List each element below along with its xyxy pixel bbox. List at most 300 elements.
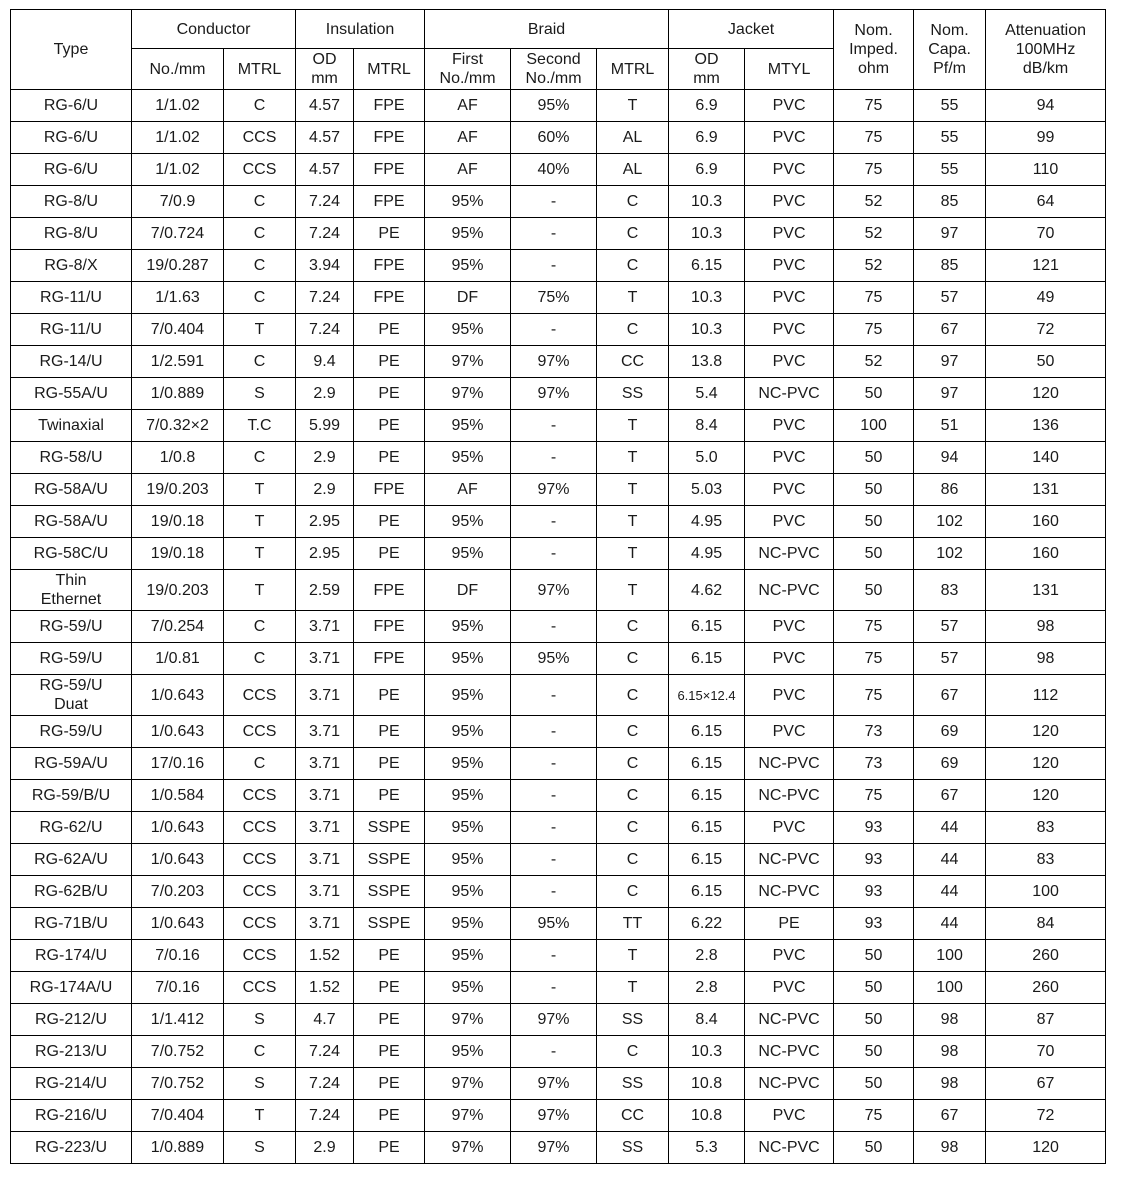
cell-braid-mtrl: SS [597, 1132, 669, 1164]
header-capacitance: Nom. Capa. Pf/m [914, 10, 986, 90]
cell-conductor-mtrl: T [224, 314, 296, 346]
cell-jacket-od: 10.3 [669, 186, 745, 218]
cell-braid-first: 95% [425, 876, 511, 908]
cell-type: RG-6/U [11, 122, 132, 154]
cell-conductor-mtrl: CCS [224, 940, 296, 972]
cell-conductor-mtrl: CCS [224, 780, 296, 812]
table-row [11, 876, 1106, 908]
header-jacket: Jacket [669, 10, 834, 49]
cell-braid-second: - [511, 314, 597, 346]
cell-jacket-od: 10.3 [669, 282, 745, 314]
cell-jacket-od: 6.15 [669, 250, 745, 282]
cell-impedance: 50 [834, 442, 914, 474]
cell-conductor-mtrl: T [224, 506, 296, 538]
cell-conductor-mtrl: CCS [224, 812, 296, 844]
cell-impedance: 75 [834, 314, 914, 346]
table-row [11, 812, 1106, 844]
cell-insulation-mtrl: PE [354, 1036, 425, 1068]
cell-insulation-mtrl: PE [354, 506, 425, 538]
cell-attenuation: 98 [986, 643, 1106, 675]
cell-braid-mtrl: T [597, 442, 669, 474]
cell-braid-mtrl: SS [597, 1004, 669, 1036]
cell-insulation-mtrl: FPE [354, 282, 425, 314]
cell-jacket-mtyl: PVC [745, 812, 834, 844]
cell-insulation-mtrl: SSPE [354, 908, 425, 940]
cell-conductor-mtrl: C [224, 282, 296, 314]
cell-capacitance: 67 [914, 675, 986, 716]
cell-attenuation: 110 [986, 154, 1106, 186]
table-row [11, 844, 1106, 876]
cell-jacket-od: 6.15 [669, 643, 745, 675]
cell-conductor-no: 7/0.404 [132, 314, 224, 346]
cell-braid-second: 97% [511, 378, 597, 410]
header-braid: Braid [425, 10, 669, 49]
cell-impedance: 93 [834, 844, 914, 876]
cell-insulation-mtrl: PE [354, 940, 425, 972]
cell-impedance: 50 [834, 1132, 914, 1164]
cell-insulation-mtrl: PE [354, 780, 425, 812]
cell-conductor-no: 7/0.32×2 [132, 410, 224, 442]
cell-attenuation: 84 [986, 908, 1106, 940]
cell-capacitance: 69 [914, 748, 986, 780]
table-row [11, 474, 1106, 506]
cell-braid-second: - [511, 675, 597, 716]
cell-conductor-mtrl: T [224, 474, 296, 506]
table-row [11, 675, 1106, 716]
cell-jacket-od: 5.3 [669, 1132, 745, 1164]
cell-impedance: 50 [834, 1036, 914, 1068]
cell-capacitance: 102 [914, 506, 986, 538]
cell-conductor-no: 7/0.203 [132, 876, 224, 908]
cell-insulation-mtrl: SSPE [354, 876, 425, 908]
cell-jacket-od: 10.8 [669, 1100, 745, 1132]
cell-conductor-mtrl: C [224, 250, 296, 282]
subheader-braid-first: First No./mm [425, 49, 511, 90]
cell-insulation-mtrl: PE [354, 1004, 425, 1036]
cell-braid-mtrl: C [597, 844, 669, 876]
cell-braid-first: 95% [425, 538, 511, 570]
table-row [11, 218, 1106, 250]
cell-jacket-mtyl: PVC [745, 250, 834, 282]
cell-jacket-od: 2.8 [669, 940, 745, 972]
table-row [11, 972, 1106, 1004]
cell-insulation-mtrl: FPE [354, 90, 425, 122]
cell-braid-second: - [511, 611, 597, 643]
cell-conductor-mtrl: C [224, 346, 296, 378]
cell-jacket-od: 4.95 [669, 506, 745, 538]
cell-conductor-mtrl: CCS [224, 675, 296, 716]
cell-capacitance: 67 [914, 780, 986, 812]
cell-jacket-mtyl: NC-PVC [745, 1004, 834, 1036]
cell-capacitance: 67 [914, 314, 986, 346]
cell-braid-first: 95% [425, 812, 511, 844]
subheader-jacket-mtyl: MTYL [745, 49, 834, 90]
cell-insulation-od: 7.24 [296, 282, 354, 314]
cell-insulation-od: 4.57 [296, 122, 354, 154]
cell-jacket-od: 6.9 [669, 122, 745, 154]
cell-type: RG-58A/U [11, 506, 132, 538]
cell-type: RG-14/U [11, 346, 132, 378]
cell-conductor-no: 1/2.591 [132, 346, 224, 378]
cell-jacket-mtyl: NC-PVC [745, 1068, 834, 1100]
cell-braid-mtrl: T [597, 538, 669, 570]
table-row [11, 122, 1106, 154]
cell-impedance: 75 [834, 643, 914, 675]
cell-insulation-mtrl: FPE [354, 474, 425, 506]
cell-type: RG-59/U [11, 611, 132, 643]
cell-impedance: 50 [834, 474, 914, 506]
table-row [11, 442, 1106, 474]
table-row [11, 250, 1106, 282]
cell-braid-second: 75% [511, 282, 597, 314]
cell-jacket-od: 6.9 [669, 154, 745, 186]
subheader-braid-second: Second No./mm [511, 49, 597, 90]
table-row [11, 186, 1106, 218]
cell-jacket-mtyl: PE [745, 908, 834, 940]
table-row [11, 538, 1106, 570]
cell-braid-first: 95% [425, 1036, 511, 1068]
cell-type: RG-11/U [11, 314, 132, 346]
table-row [11, 506, 1106, 538]
cell-braid-first: 95% [425, 250, 511, 282]
cell-braid-first: AF [425, 122, 511, 154]
cell-braid-first: 97% [425, 346, 511, 378]
cell-conductor-no: 1/1.02 [132, 122, 224, 154]
cell-conductor-no: 7/0.254 [132, 611, 224, 643]
cell-impedance: 75 [834, 90, 914, 122]
cell-insulation-mtrl: SSPE [354, 844, 425, 876]
cell-braid-second: 60% [511, 122, 597, 154]
cell-jacket-od: 10.3 [669, 218, 745, 250]
cell-conductor-no: 1/0.889 [132, 1132, 224, 1164]
table-row [11, 908, 1106, 940]
cell-type: RG-8/U [11, 186, 132, 218]
cell-insulation-mtrl: PE [354, 748, 425, 780]
cell-braid-second: 95% [511, 643, 597, 675]
cell-braid-mtrl: C [597, 611, 669, 643]
cell-conductor-mtrl: T.C [224, 410, 296, 442]
cell-impedance: 50 [834, 570, 914, 611]
cell-conductor-no: 1/0.643 [132, 675, 224, 716]
cell-insulation-od: 3.71 [296, 908, 354, 940]
cell-insulation-mtrl: FPE [354, 570, 425, 611]
cell-conductor-mtrl: CCS [224, 844, 296, 876]
cell-jacket-mtyl: PVC [745, 186, 834, 218]
cell-braid-mtrl: T [597, 474, 669, 506]
cell-impedance: 50 [834, 378, 914, 410]
cell-braid-mtrl: T [597, 570, 669, 611]
cell-braid-second: - [511, 410, 597, 442]
cell-capacitance: 44 [914, 876, 986, 908]
cell-type: RG-59/U Duat [11, 675, 132, 716]
table-row [11, 611, 1106, 643]
cell-jacket-od: 5.03 [669, 474, 745, 506]
cell-jacket-mtyl: PVC [745, 611, 834, 643]
cell-insulation-mtrl: PE [354, 442, 425, 474]
cell-conductor-mtrl: C [224, 90, 296, 122]
cell-jacket-od: 4.62 [669, 570, 745, 611]
subheader-conductor-no: No./mm [132, 49, 224, 90]
cell-type: Twinaxial [11, 410, 132, 442]
cell-conductor-mtrl: CCS [224, 716, 296, 748]
cell-jacket-mtyl: PVC [745, 218, 834, 250]
cell-type: Thin Ethernet [11, 570, 132, 611]
cell-capacitance: 57 [914, 282, 986, 314]
cell-jacket-mtyl: NC-PVC [745, 538, 834, 570]
cell-impedance: 52 [834, 218, 914, 250]
cell-type: RG-8/X [11, 250, 132, 282]
cell-conductor-no: 1/0.889 [132, 378, 224, 410]
cell-attenuation: 136 [986, 410, 1106, 442]
cell-insulation-od: 4.7 [296, 1004, 354, 1036]
cell-conductor-no: 1/0.8 [132, 442, 224, 474]
cell-capacitance: 44 [914, 844, 986, 876]
cell-impedance: 50 [834, 972, 914, 1004]
cell-jacket-mtyl: NC-PVC [745, 570, 834, 611]
cell-impedance: 52 [834, 250, 914, 282]
cell-insulation-od: 7.24 [296, 1068, 354, 1100]
cell-braid-first: DF [425, 282, 511, 314]
cell-braid-first: 95% [425, 442, 511, 474]
cell-conductor-no: 7/0.16 [132, 972, 224, 1004]
table-body [11, 90, 1106, 1164]
cell-braid-second: - [511, 218, 597, 250]
cell-insulation-od: 3.71 [296, 643, 354, 675]
cell-braid-second: - [511, 1036, 597, 1068]
cell-braid-first: 95% [425, 780, 511, 812]
cell-insulation-od: 3.71 [296, 844, 354, 876]
cell-insulation-od: 1.52 [296, 940, 354, 972]
cell-insulation-od: 4.57 [296, 154, 354, 186]
header-row-groups [11, 10, 1106, 49]
cell-impedance: 50 [834, 506, 914, 538]
table-row [11, 570, 1106, 611]
cell-type: RG-174/U [11, 940, 132, 972]
cell-insulation-mtrl: PE [354, 716, 425, 748]
cell-impedance: 75 [834, 780, 914, 812]
cell-insulation-od: 2.9 [296, 442, 354, 474]
cell-conductor-mtrl: S [224, 1068, 296, 1100]
cell-capacitance: 55 [914, 154, 986, 186]
cell-conductor-mtrl: CCS [224, 972, 296, 1004]
cell-conductor-no: 17/0.16 [132, 748, 224, 780]
cell-insulation-od: 2.95 [296, 506, 354, 538]
cell-jacket-mtyl: PVC [745, 506, 834, 538]
cell-attenuation: 160 [986, 538, 1106, 570]
cell-type: RG-11/U [11, 282, 132, 314]
cell-attenuation: 260 [986, 972, 1106, 1004]
cell-braid-second: - [511, 844, 597, 876]
cell-impedance: 93 [834, 812, 914, 844]
cell-jacket-od: 6.15 [669, 611, 745, 643]
header-attenuation: Attenuation 100MHz dB/km [986, 10, 1106, 90]
cell-conductor-mtrl: CCS [224, 876, 296, 908]
cell-braid-first: 95% [425, 908, 511, 940]
cell-conductor-mtrl: T [224, 538, 296, 570]
cell-braid-mtrl: SS [597, 378, 669, 410]
cell-braid-mtrl: T [597, 410, 669, 442]
cell-braid-first: 97% [425, 1132, 511, 1164]
cell-capacitance: 85 [914, 186, 986, 218]
cell-insulation-od: 2.9 [296, 1132, 354, 1164]
cell-type: RG-55A/U [11, 378, 132, 410]
cell-braid-second: 97% [511, 1132, 597, 1164]
cell-jacket-od: 8.4 [669, 410, 745, 442]
cell-jacket-mtyl: PVC [745, 643, 834, 675]
cell-type: RG-58/U [11, 442, 132, 474]
cell-insulation-mtrl: PE [354, 538, 425, 570]
cell-impedance: 93 [834, 876, 914, 908]
cell-insulation-od: 5.99 [296, 410, 354, 442]
cell-braid-mtrl: C [597, 643, 669, 675]
cell-braid-mtrl: SS [597, 1068, 669, 1100]
cell-type: RG-6/U [11, 154, 132, 186]
cell-braid-mtrl: T [597, 972, 669, 1004]
cell-insulation-od: 4.57 [296, 90, 354, 122]
cell-conductor-mtrl: T [224, 570, 296, 611]
cell-insulation-od: 2.9 [296, 378, 354, 410]
table-row [11, 1132, 1106, 1164]
cell-conductor-no: 7/0.16 [132, 940, 224, 972]
cell-attenuation: 140 [986, 442, 1106, 474]
cell-attenuation: 72 [986, 1100, 1106, 1132]
cell-jacket-mtyl: NC-PVC [745, 748, 834, 780]
table-row [11, 1036, 1106, 1068]
header-insulation: Insulation [296, 10, 425, 49]
cell-braid-second: 97% [511, 474, 597, 506]
cell-braid-first: 95% [425, 186, 511, 218]
cell-jacket-mtyl: NC-PVC [745, 1036, 834, 1068]
cell-insulation-mtrl: PE [354, 1132, 425, 1164]
cell-insulation-mtrl: FPE [354, 250, 425, 282]
cell-insulation-mtrl: PE [354, 378, 425, 410]
cell-conductor-no: 7/0.752 [132, 1036, 224, 1068]
table-row [11, 314, 1106, 346]
cell-jacket-od: 10.3 [669, 314, 745, 346]
cell-jacket-od: 10.3 [669, 1036, 745, 1068]
cell-jacket-mtyl: NC-PVC [745, 844, 834, 876]
cell-type: RG-58A/U [11, 474, 132, 506]
cell-braid-mtrl: T [597, 282, 669, 314]
cell-braid-second: - [511, 186, 597, 218]
cell-braid-first: AF [425, 474, 511, 506]
cell-attenuation: 49 [986, 282, 1106, 314]
cell-braid-first: DF [425, 570, 511, 611]
cell-impedance: 50 [834, 1068, 914, 1100]
cell-jacket-od: 6.15 [669, 780, 745, 812]
cell-attenuation: 112 [986, 675, 1106, 716]
cell-capacitance: 98 [914, 1036, 986, 1068]
cell-type: RG-62A/U [11, 844, 132, 876]
table-row [11, 282, 1106, 314]
cell-braid-first: 97% [425, 378, 511, 410]
cell-jacket-od: 6.15 [669, 812, 745, 844]
cell-conductor-mtrl: C [224, 643, 296, 675]
cell-jacket-mtyl: PVC [745, 154, 834, 186]
header-conductor: Conductor [132, 10, 296, 49]
cell-insulation-od: 2.95 [296, 538, 354, 570]
cell-insulation-od: 3.71 [296, 780, 354, 812]
cell-jacket-od: 2.8 [669, 972, 745, 1004]
cell-attenuation: 83 [986, 844, 1106, 876]
cell-braid-first: 95% [425, 314, 511, 346]
cell-insulation-mtrl: PE [354, 314, 425, 346]
table-row [11, 90, 1106, 122]
cell-insulation-mtrl: PE [354, 1068, 425, 1100]
cell-jacket-od: 6.15 [669, 876, 745, 908]
cell-conductor-no: 7/0.9 [132, 186, 224, 218]
cell-type: RG-216/U [11, 1100, 132, 1132]
cell-jacket-od: 6.15 [669, 716, 745, 748]
cell-braid-mtrl: C [597, 314, 669, 346]
cell-braid-first: 95% [425, 611, 511, 643]
cell-conductor-no: 19/0.18 [132, 538, 224, 570]
cell-conductor-no: 19/0.287 [132, 250, 224, 282]
cell-attenuation: 98 [986, 611, 1106, 643]
cell-type: RG-71B/U [11, 908, 132, 940]
cell-insulation-mtrl: PE [354, 218, 425, 250]
cell-jacket-od: 6.22 [669, 908, 745, 940]
cell-impedance: 93 [834, 908, 914, 940]
cell-braid-first: 97% [425, 1068, 511, 1100]
cell-attenuation: 120 [986, 716, 1106, 748]
cell-braid-first: 95% [425, 844, 511, 876]
cell-insulation-mtrl: SSPE [354, 812, 425, 844]
cell-braid-second: 97% [511, 346, 597, 378]
subheader-conductor-mtrl: MTRL [224, 49, 296, 90]
cell-capacitance: 100 [914, 972, 986, 1004]
cell-insulation-od: 3.71 [296, 716, 354, 748]
cell-capacitance: 44 [914, 812, 986, 844]
cell-conductor-no: 1/1.63 [132, 282, 224, 314]
cell-type: RG-214/U [11, 1068, 132, 1100]
cell-impedance: 52 [834, 346, 914, 378]
cell-braid-mtrl: T [597, 940, 669, 972]
cell-insulation-od: 7.24 [296, 314, 354, 346]
cell-jacket-od: 6.9 [669, 90, 745, 122]
cell-conductor-no: 1/0.81 [132, 643, 224, 675]
cell-conductor-no: 1/0.643 [132, 716, 224, 748]
cell-jacket-od: 10.8 [669, 1068, 745, 1100]
cell-attenuation: 120 [986, 748, 1106, 780]
cell-type: RG-212/U [11, 1004, 132, 1036]
cell-braid-second: 95% [511, 90, 597, 122]
cell-jacket-od: 6.15 [669, 844, 745, 876]
cell-jacket-mtyl: PVC [745, 940, 834, 972]
cell-insulation-od: 7.24 [296, 1036, 354, 1068]
cell-type: RG-58C/U [11, 538, 132, 570]
cell-type: RG-59/U [11, 643, 132, 675]
header-impedance: Nom. Imped. ohm [834, 10, 914, 90]
cell-attenuation: 120 [986, 378, 1106, 410]
cell-braid-first: 95% [425, 506, 511, 538]
cell-conductor-mtrl: CCS [224, 908, 296, 940]
cell-conductor-no: 7/0.752 [132, 1068, 224, 1100]
cell-capacitance: 97 [914, 378, 986, 410]
cell-braid-first: 95% [425, 675, 511, 716]
cell-insulation-od: 7.24 [296, 1100, 354, 1132]
cell-capacitance: 51 [914, 410, 986, 442]
cell-conductor-no: 7/0.724 [132, 218, 224, 250]
cell-conductor-mtrl: C [224, 442, 296, 474]
cell-insulation-mtrl: PE [354, 972, 425, 1004]
cell-braid-second: - [511, 972, 597, 1004]
cell-type: RG-62/U [11, 812, 132, 844]
cell-braid-second: - [511, 250, 597, 282]
cell-braid-second: - [511, 812, 597, 844]
cell-jacket-od: 5.0 [669, 442, 745, 474]
cell-jacket-mtyl: PVC [745, 122, 834, 154]
